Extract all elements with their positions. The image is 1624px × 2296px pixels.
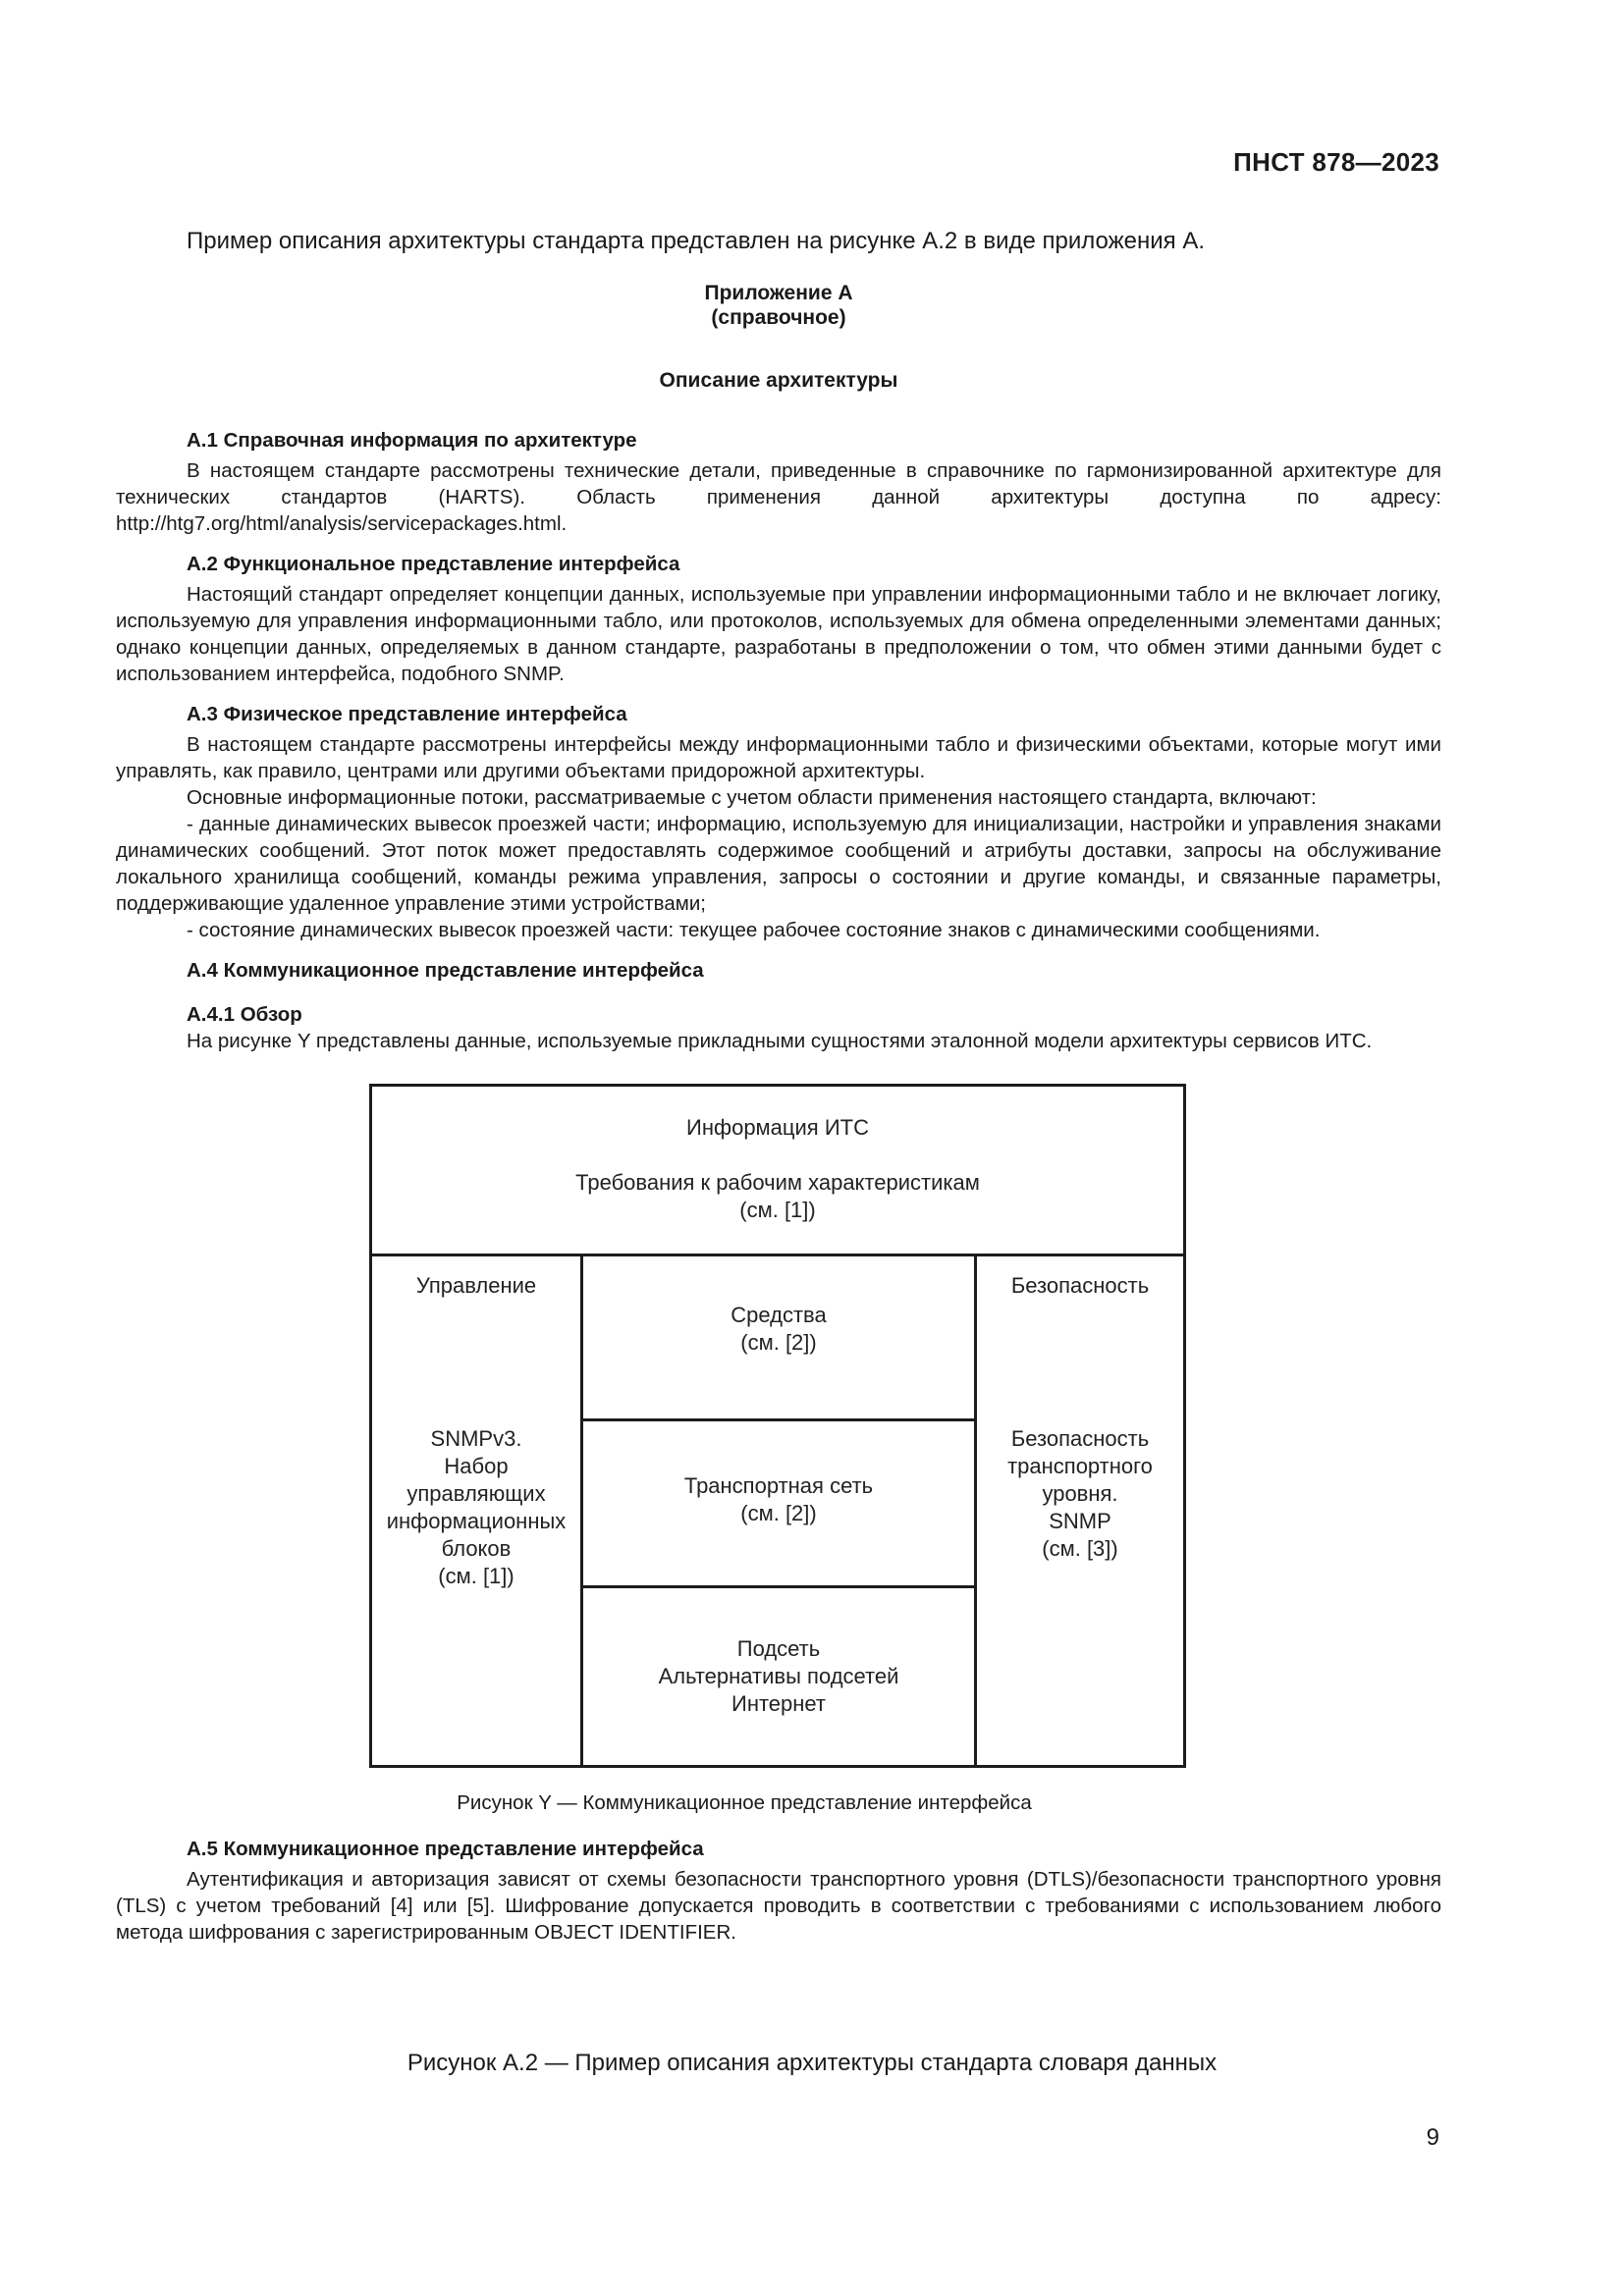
section-a1-text: В настоящем стандарте рассмотрены технические детали, приведенные в справочнике по гармонизированной архитектуре для технических стандартов (HARTS). Область применения данной архитектуры доступна по адресу: http://htg7.org/html/analysis/servicepackages.html. bbox=[116, 459, 1441, 535]
section-a3-title: А.3 Физическое представление интерфейса bbox=[187, 703, 627, 725]
diagram-transport-l2: (см. [2]) bbox=[740, 1501, 817, 1525]
page-number: 9 bbox=[1426, 2124, 1439, 2151]
figure-a2-caption: Рисунок А.2 — Пример описания архитектуры стандарта словаря данных bbox=[406, 2050, 1218, 2076]
diagram-management-l4: информационных bbox=[386, 1509, 567, 1533]
diagram-security-l5: (см. [3]) bbox=[1042, 1536, 1118, 1561]
diagram-its-info-line3: (см. [1]) bbox=[739, 1198, 816, 1222]
diagram-management bbox=[372, 1256, 583, 1765]
appendix-content bbox=[116, 281, 1441, 1946]
diagram-facilities-l2: (см. [2]) bbox=[740, 1330, 817, 1355]
diagram-security-l4: SNMP bbox=[1049, 1509, 1111, 1533]
intro-paragraph: Пример описания архитектуры стандарта представлен на рисунке А.2 в виде приложения А. bbox=[187, 228, 1206, 254]
diagram-management-l1: SNMPv3. bbox=[430, 1426, 522, 1451]
appendix-heading: Описание архитектуры bbox=[659, 369, 898, 392]
diagram-facilities bbox=[583, 1256, 974, 1421]
figure-y-caption: Рисунок Y — Коммуникационное представление интерфейса bbox=[457, 1791, 1032, 1814]
section-a3-p3: - данные динамических вывесок проезжей части; информацию, используемую для инициализации, настройки и управления знаками динамических сообщений. Этот поток может предоставлять содержимое сообщений и атрибуты доставки, запросы на обслуживание локального хранилища сообщений, команды режима управления, запросы о состоянии и другие команды, и связанные параметры, поддерживающие удаленное управление этими устройствами; bbox=[116, 813, 1441, 915]
diagram-subnet-l3: Интернет bbox=[731, 1691, 826, 1716]
diagram-subnet-l1: Подсеть bbox=[736, 1636, 821, 1661]
diagram-security-l2: транспортного bbox=[1007, 1454, 1153, 1478]
diagram-transport-l1: Транспортная сеть bbox=[683, 1473, 874, 1498]
diagram-its-info-line2: Требования к рабочим характеристикам bbox=[575, 1170, 980, 1195]
diagram-management-l3: управляющих bbox=[406, 1481, 546, 1506]
diagram-its-info bbox=[372, 1087, 1183, 1256]
section-a1-title: А.1 Справочная информация по архитектуре bbox=[187, 429, 637, 452]
diagram-management-l5: блоков bbox=[441, 1536, 512, 1561]
diagram-security-title: Безопасность bbox=[1010, 1273, 1150, 1298]
section-a2-title: А.2 Функциональное представление интерфейса bbox=[187, 553, 680, 575]
diagram-transport-network bbox=[583, 1421, 974, 1588]
diagram-subnetwork bbox=[583, 1588, 974, 1765]
section-a4-title: А.4 Коммуникационное представление интерфейса bbox=[187, 959, 704, 982]
diagram-management-title: Управление bbox=[415, 1273, 537, 1298]
diagram-management-l6: (см. [1]) bbox=[438, 1564, 514, 1588]
section-a5-title: А.5 Коммуникационное представление интерфейса bbox=[187, 1838, 704, 1860]
section-a3-p2: Основные информационные потоки, рассматриваемые с учетом области применения настоящего стандарта, включают: bbox=[187, 786, 1317, 809]
diagram-security bbox=[974, 1256, 1183, 1765]
section-a41-title: А.4.1 Обзор bbox=[187, 1003, 302, 1026]
diagram-security-l1: Безопасность bbox=[1010, 1426, 1150, 1451]
section-a41-text: На рисунке Y представлены данные, используемые прикладными сущностями эталонной модели архитектуры сервисов ИТС. bbox=[187, 1030, 1373, 1052]
section-a3-p1: В настоящем стандарте рассмотрены интерфейсы между информационными табло и физическими объектами, которые могут ими управлять, как правило, центрами или другими объектами придорожной архитектуры. bbox=[116, 733, 1441, 782]
section-a5-text: Аутентификация и авторизация зависят от схемы безопасности транспортного уровня (DTLS)/безопасности транспортного уровня (TLS) с учетом требований [4] или [5]. Шифрование допускается проводить в соответствии с требованиями с использованием любого метода шифрования с зарегистрированным OBJECT IDENTIFIER. bbox=[116, 1868, 1441, 1944]
section-a2-text: Настоящий стандарт определяет концепции данных, используемые при управлении информационными табло и не включает логику, используемую для управления информационными табло, или протоколов, используемых для обмена определенными элементами данных; однако концепции данных, определяемых в данном стандарте, разработаны в предположении о том, что обмен этими данными будет с использованием интерфейса, подобного SNMP. bbox=[116, 583, 1441, 685]
document-code: ПНСТ 878—2023 bbox=[1233, 147, 1439, 177]
diagram-management-l2: Набор bbox=[444, 1454, 509, 1478]
section-a3-p4: - состояние динамических вывесок проезжей части: текущее рабочее состояние знаков с динамическими сообщениями. bbox=[187, 919, 1321, 941]
diagram-subnet-l2: Альтернативы подсетей bbox=[658, 1664, 899, 1688]
diagram-facilities-l1: Средства bbox=[731, 1303, 827, 1327]
diagram-its-info-title: Информация ИТС bbox=[686, 1115, 869, 1140]
diagram-security-l3: уровня. bbox=[1042, 1481, 1118, 1506]
architecture-diagram bbox=[369, 1084, 1186, 1768]
appendix-title: Приложение А bbox=[704, 282, 853, 304]
appendix-subtitle: (справочное) bbox=[711, 306, 846, 329]
